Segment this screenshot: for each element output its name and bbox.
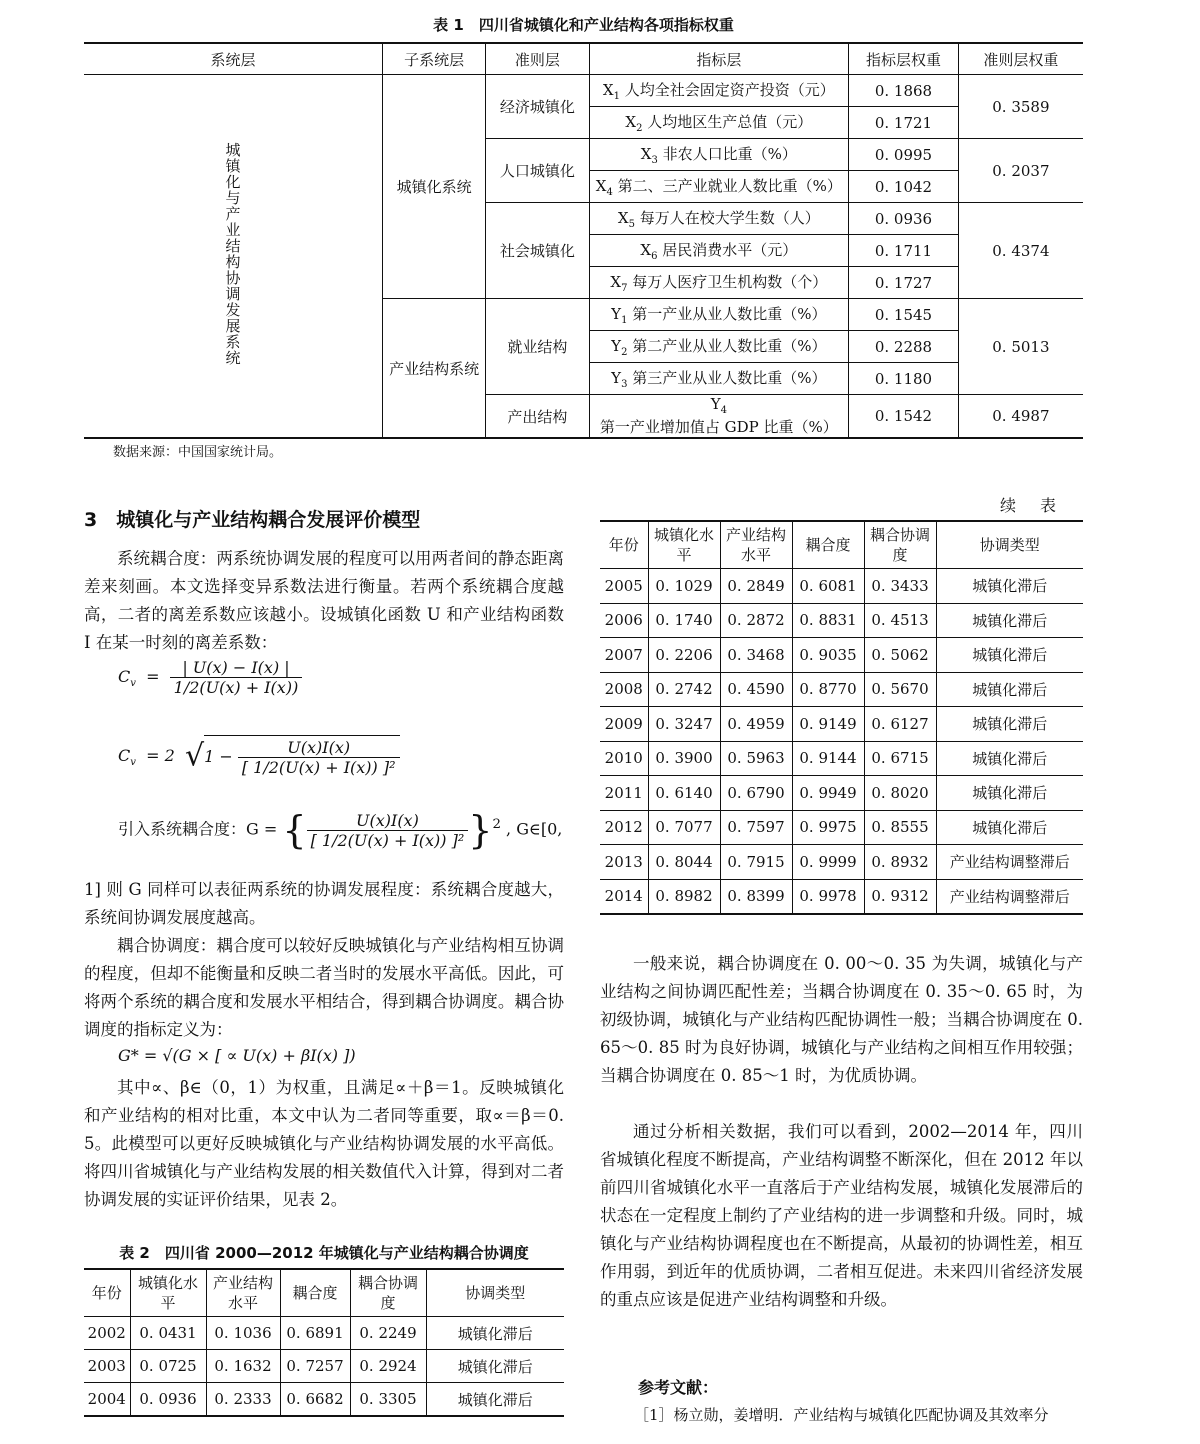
formula-gstar: G* = √(G × [ ∝ U(x) + βI(x) ])	[118, 1046, 356, 1065]
indicator-cell	[589, 235, 849, 267]
fraction	[170, 658, 303, 697]
table3-header: 产业结构水平	[720, 521, 792, 569]
indicator-var: X	[640, 241, 652, 259]
indicator-var: Y	[611, 305, 622, 323]
reference-1: ［1］杨立勋，姜增明．产业结构与城镇化匹配协调及其效率分	[634, 1406, 1049, 1424]
table-cell: 0. 2849	[720, 569, 792, 604]
table-cell: 城镇化滞后	[936, 810, 1083, 845]
table3-header: 耦合协调度	[864, 521, 936, 569]
formula-coupling: 引入系统耦合度：G = { $\frac{U(x)I(x)}{\text{[ 1/2(U(x) + I(x)) ]²}}$ }$^2$ , G∈[0,	[118, 808, 563, 852]
table-cell: 0. 2249	[350, 1317, 426, 1350]
indicator-cell	[589, 363, 849, 395]
criterion-cell: 社会城镇化	[486, 203, 589, 299]
indicator-cell	[589, 139, 849, 171]
para-text: 1] 则 G 同样可以表征两系统的协调发展程度：系统耦合度越大，系统间协调发展度越高。	[84, 880, 564, 927]
table3-header: 耦合度	[792, 521, 864, 569]
table-cell: 0. 3305	[350, 1383, 426, 1417]
table1-title: 表 1 四川省城镇化和产业结构各项指标权重	[433, 16, 734, 34]
table-cell: 2010	[600, 741, 648, 776]
table-cell: 0. 9312	[864, 879, 936, 914]
table-cell: 2003	[84, 1350, 130, 1383]
indicator-var: X	[602, 81, 614, 99]
indicator-text: 第二产业从业人数比重（%）	[627, 337, 827, 355]
table-cell: 2005	[600, 569, 648, 604]
indicator-subscript: 3	[621, 379, 628, 390]
section-para-4	[84, 1074, 564, 1214]
table-cell: 2006	[600, 603, 648, 638]
indicator-subscript: 2	[621, 347, 628, 358]
table-cell: 0. 7915	[720, 845, 792, 880]
indicator-cell	[589, 171, 849, 203]
table1-header: 子系统层	[383, 43, 486, 75]
table-cell: 0. 8044	[648, 845, 720, 880]
table1-body	[84, 75, 1083, 439]
fraction	[307, 811, 469, 850]
indicator-text: 第三产业从业人数比重（%）	[627, 369, 827, 387]
indicator-text: 每万人在校大学生数（人）	[634, 209, 820, 227]
table-cell: 城镇化滞后	[936, 707, 1083, 742]
criterion-weight: 0. 2037	[958, 139, 1083, 203]
table2-header: 耦合协调度	[350, 1269, 426, 1317]
table-cell: 0. 4959	[720, 707, 792, 742]
table-cell: 2007	[600, 638, 648, 673]
table-cell: 0. 8770	[792, 672, 864, 707]
fraction-denominator: [ 1/2(U(x) + I(x)) ]²	[241, 758, 396, 777]
table-cell: 城镇化滞后	[936, 776, 1083, 811]
section-heading: 3 城镇化与产业结构耦合发展评价模型	[84, 509, 421, 531]
indicator-text: 人均全社会固定资产投资（元）	[619, 81, 835, 99]
table-cell: 0. 1029	[648, 569, 720, 604]
indicator-subscript: 7	[621, 283, 628, 294]
table-cell: 0. 0431	[130, 1317, 206, 1350]
criterion-cell: 人口城镇化	[486, 139, 589, 203]
fraction	[238, 738, 400, 777]
table-cell: 0. 6790	[720, 776, 792, 811]
fraction-numerator: U(x)I(x)	[238, 738, 400, 758]
table-cell: 0. 8982	[648, 879, 720, 914]
table1	[84, 42, 1083, 439]
indicator-weight: 0. 1042	[849, 171, 959, 203]
indicator-cell	[589, 331, 849, 363]
indicator-weight: 0. 0936	[849, 203, 959, 235]
table-row	[600, 672, 1083, 707]
indicator-subscript: 6	[651, 251, 658, 262]
table-cell: 0. 3247	[648, 707, 720, 742]
fraction-denominator: [ 1/2(U(x) + I(x)) ]²	[310, 830, 465, 850]
table-cell: 0. 3468	[720, 638, 792, 673]
table-row	[600, 707, 1083, 742]
section-para-1	[84, 545, 564, 657]
table-cell: 城镇化滞后	[936, 603, 1083, 638]
table-cell: 0. 8020	[864, 776, 936, 811]
table-cell: 0. 6127	[864, 707, 936, 742]
formula-cv-2: $C_v = 2$ √1 − $\frac{U(x)I(x)}{\text{[ 1/2(U(x) + I(x)) ]²}}$	[118, 735, 448, 777]
table-cell: 0. 7597	[720, 810, 792, 845]
criterion-cell: 就业结构	[486, 299, 589, 395]
fraction-denominator: 1/2(U(x) + I(x))	[173, 678, 299, 697]
indicator-text: 第一产业增加值占 GDP 比重（%）	[599, 418, 838, 436]
system-cell	[84, 75, 383, 439]
para-text: 系统耦合度：两系统协调发展的程度可以用两者间的静态距离差来刻画。本文选择变异系数法进行衡量。若两个系统耦合度越高，二者的离差系数应该越小。设城镇化函数 U 和产业结构函数 I 在某一时刻的离差系数：	[84, 549, 564, 652]
table-cell: 2012	[600, 810, 648, 845]
indicator-cell	[589, 107, 849, 139]
indicator-weight: 0. 0995	[849, 139, 959, 171]
criterion-cell: 经济城镇化	[486, 75, 589, 139]
indicator-weight: 0. 2288	[849, 331, 959, 363]
right-para-1	[600, 950, 1083, 1090]
table-row	[600, 845, 1083, 880]
table2-header: 年份	[84, 1269, 130, 1317]
references-title: 参考文献：	[638, 1378, 719, 1397]
indicator-weight: 0. 1711	[849, 235, 959, 267]
table1-header: 准则层权重	[958, 43, 1083, 75]
table2-header: 产业结构水平	[206, 1269, 280, 1317]
table3	[600, 520, 1083, 915]
criterion-cell: 产出结构	[486, 395, 589, 439]
indicator-text: 每万人医疗卫生机构数（个）	[627, 273, 828, 291]
table-cell: 城镇化滞后	[936, 741, 1083, 776]
table2-title: 表 2 四川省 2000—2012 年城镇化与产业结构耦合协调度	[119, 1244, 529, 1262]
table-cell: 0. 5062	[864, 638, 936, 673]
table2	[84, 1268, 564, 1417]
table-cell: 0. 5670	[864, 672, 936, 707]
table2-header: 城镇化水平	[130, 1269, 206, 1317]
indicator-subscript: 1	[621, 315, 628, 326]
table-cell: 2013	[600, 845, 648, 880]
indicator-weight: 0. 1545	[849, 299, 959, 331]
table-cell: 城镇化滞后	[426, 1383, 564, 1417]
indicator-subscript: 1	[613, 91, 620, 102]
table-cell: 2004	[84, 1383, 130, 1417]
table-cell: 0. 2206	[648, 638, 720, 673]
table-cell: 0. 6682	[280, 1383, 350, 1417]
table3-title: 续 表	[1000, 496, 1061, 515]
table3-header: 年份	[600, 521, 648, 569]
indicator-cell	[589, 395, 849, 439]
table-cell: 0. 1036	[206, 1317, 280, 1350]
table-row	[600, 810, 1083, 845]
table1-header: 指标层	[589, 43, 849, 75]
fraction-numerator: | U(x) − I(x) |	[170, 658, 303, 678]
table-cell: 城镇化滞后	[936, 569, 1083, 604]
table-cell: 0. 8399	[720, 879, 792, 914]
table3-header: 城镇化水平	[648, 521, 720, 569]
indicator-text: 第二、三产业就业人数比重（%）	[612, 177, 842, 195]
table-row	[84, 1350, 564, 1383]
indicator-subscript: 4	[606, 187, 613, 198]
indicator-var: X	[595, 177, 607, 195]
indicator-var: X	[617, 209, 629, 227]
table-cell: 0. 2742	[648, 672, 720, 707]
indicator-weight: 0. 1727	[849, 267, 959, 299]
table-cell: 0. 6715	[864, 741, 936, 776]
indicator-var: X	[640, 145, 652, 163]
indicator-var: Y	[611, 337, 622, 355]
table3-header: 协调类型	[936, 521, 1083, 569]
table-cell: 0. 7077	[648, 810, 720, 845]
table-cell: 城镇化滞后	[936, 638, 1083, 673]
para-text: 通过分析相关数据，我们可以看到，2002—2014 年，四川省城镇化程度不断提高，产业结构调整不断深化，但在 2012 年以前四川省城镇化水平一直落后于产业结构发展，城镇化发展滞后的状态在一定程度上制约了产业结构的进一步调整和升级。同时，城镇化与产业结构协调程度也在不断提高，从最初的协调性差，相互作用弱，到近年的优质协调，二者相互促进。未来四川省经济发展的重点应该是促进产业结构调整和升级。	[600, 1122, 1083, 1309]
indicator-weight: 0. 1721	[849, 107, 959, 139]
table-cell: 0. 0936	[130, 1383, 206, 1417]
indicator-subscript: 5	[628, 219, 635, 230]
subsystem-cell: 产业结构系统	[383, 299, 486, 439]
table-cell: 0. 9975	[792, 810, 864, 845]
indicator-subscript: 3	[651, 155, 658, 166]
table-row	[600, 776, 1083, 811]
criterion-weight: 0. 3589	[958, 75, 1083, 139]
formula-cv-1: $C_v$ = $\frac{| U(x) - I(x) |}{1/2(U(x) + I(x))}$	[118, 658, 418, 697]
table2-header: 耦合度	[280, 1269, 350, 1317]
indicator-text: 人均地区生产总值（元）	[642, 113, 813, 131]
table-cell: 0. 8831	[792, 603, 864, 638]
table-cell: 0. 9999	[792, 845, 864, 880]
table-cell: 2008	[600, 672, 648, 707]
criterion-weight: 0. 4987	[958, 395, 1083, 439]
indicator-var: Y	[611, 369, 622, 387]
table2-header: 协调类型	[426, 1269, 564, 1317]
table-cell: 0. 4513	[864, 603, 936, 638]
indicator-weight: 0. 1542	[849, 395, 959, 439]
table-cell: 0. 9978	[792, 879, 864, 914]
indicator-subscript: 4	[720, 405, 727, 416]
table-cell: 0. 5963	[720, 741, 792, 776]
table-cell: 0. 2872	[720, 603, 792, 638]
table-cell: 0. 6891	[280, 1317, 350, 1350]
table-cell: 0. 1740	[648, 603, 720, 638]
table-cell: 0. 6140	[648, 776, 720, 811]
table-cell: 0. 9035	[792, 638, 864, 673]
table-row	[600, 569, 1083, 604]
table-row	[600, 741, 1083, 776]
indicator-cell	[589, 203, 849, 235]
table-cell: 0. 3900	[648, 741, 720, 776]
table-cell: 0. 9144	[792, 741, 864, 776]
table1-source: 数据来源：中国国家统计局。	[113, 445, 283, 460]
indicator-weight: 0. 1868	[849, 75, 959, 107]
para-text: 耦合协调度：耦合度可以较好反映城镇化与产业结构相互协调的程度，但却不能衡量和反映二者当时的发展水平高低。因此，可将两个系统的耦合度和发展水平相结合，得到耦合协调度。耦合协调度的指标定义为：	[84, 936, 564, 1039]
table-cell: 0. 9149	[792, 707, 864, 742]
table-cell: 0. 7257	[280, 1350, 350, 1383]
table-cell: 0. 8555	[864, 810, 936, 845]
table-row	[84, 1383, 564, 1417]
table-cell: 城镇化滞后	[936, 672, 1083, 707]
indicator-var: X	[610, 273, 622, 291]
table-cell: 0. 2924	[350, 1350, 426, 1383]
table-cell: 0. 9949	[792, 776, 864, 811]
table-cell: 0. 6081	[792, 569, 864, 604]
indicator-cell	[589, 267, 849, 299]
table-row	[600, 638, 1083, 673]
formula-tail: , G∈[0,	[506, 819, 563, 839]
table1-header: 系统层	[84, 43, 383, 75]
table-row	[600, 603, 1083, 638]
table-cell: 0. 8932	[864, 845, 936, 880]
table-cell: 城镇化滞后	[426, 1317, 564, 1350]
table1-header: 指标层权重	[849, 43, 959, 75]
indicator-var: Y	[710, 395, 721, 413]
table-cell: 2002	[84, 1317, 130, 1350]
indicator-var: X	[625, 113, 637, 131]
table3-body	[600, 569, 1083, 915]
section-para-2	[84, 876, 564, 932]
formula-lead: 引入系统耦合度：G =	[118, 819, 278, 839]
para-text: 其中∝、β∈（0，1）为权重，且满足∝＋β＝1。反映城镇化和产业结构的相对比重，本文中认为二者同等重要，取∝＝β＝0. 5。此模型可以更好反映城镇化与产业结构协调发展的水平高低。将四川省城镇化与产业结构发展的相关数值代入计算，得到对二者协调发展的实证评价结果，见表 2。	[84, 1078, 564, 1209]
indicator-cell	[589, 299, 849, 331]
indicator-text: 非农人口比重（%）	[657, 145, 797, 163]
table-cell: 2009	[600, 707, 648, 742]
indicator-text: 第一产业从业人数比重（%）	[627, 305, 827, 323]
table1-header: 准则层	[486, 43, 589, 75]
criterion-weight: 0. 5013	[958, 299, 1083, 395]
fraction-numerator: U(x)I(x)	[307, 811, 469, 831]
table-cell: 城镇化滞后	[426, 1350, 564, 1383]
indicator-subscript: 2	[636, 123, 643, 134]
table-cell: 产业结构调整滞后	[936, 879, 1083, 914]
indicator-text: 居民消费水平（元）	[657, 241, 798, 259]
right-para-2	[600, 1118, 1083, 1314]
table-cell: 产业结构调整滞后	[936, 845, 1083, 880]
table-cell: 0. 4590	[720, 672, 792, 707]
table2-body	[84, 1317, 564, 1417]
table-cell: 0. 0725	[130, 1350, 206, 1383]
table-cell: 0. 3433	[864, 569, 936, 604]
table-row	[600, 879, 1083, 914]
table-cell: 0. 1632	[206, 1350, 280, 1383]
criterion-weight: 0. 4374	[958, 203, 1083, 299]
para-text: 一般来说，耦合协调度在 0. 00～0. 35 为失调，城镇化与产业结构之间协调匹配性差；当耦合协调度在 0. 35～0. 65 时，为初级协调，城镇化与产业结构匹配协调性一般；当耦合协调度在 0. 65～0. 85 时为良好协调，城镇化与产业结构之间相互作用较强；当耦合协调度在 0. 85～1 时，为优质协调。	[600, 954, 1083, 1085]
system-label: 城镇化与产业结构协调发展系统	[223, 142, 242, 366]
table-row	[84, 1317, 564, 1350]
indicator-weight: 0. 1180	[849, 363, 959, 395]
table-cell: 2011	[600, 776, 648, 811]
indicator-cell	[589, 75, 849, 107]
section-para-3	[84, 932, 564, 1044]
table-cell: 0. 2333	[206, 1383, 280, 1417]
table-cell: 2014	[600, 879, 648, 914]
subsystem-cell: 城镇化系统	[383, 75, 486, 299]
